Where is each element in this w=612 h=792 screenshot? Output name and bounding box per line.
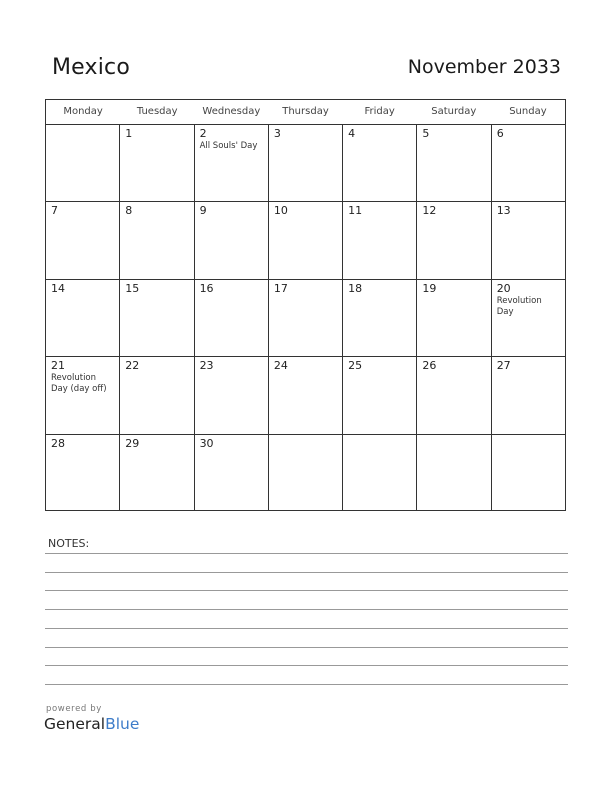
day-number: 1 — [125, 127, 133, 140]
day-cell — [269, 202, 343, 278]
week-row — [46, 435, 565, 511]
day-cell — [492, 280, 565, 356]
weekday-label: Wednesday — [202, 106, 261, 117]
calendar-weeks — [46, 125, 565, 511]
day-number: 12 — [422, 204, 437, 218]
day-number: 28 — [51, 436, 65, 450]
day-number: 24 — [273, 359, 288, 373]
day-number: 27 — [496, 359, 511, 373]
day-cell — [120, 435, 194, 511]
week-row — [46, 202, 565, 279]
day-cell — [417, 280, 491, 356]
day-cell — [492, 202, 565, 278]
day-cell — [417, 435, 491, 511]
notes-line — [45, 553, 568, 554]
day-cell — [417, 202, 491, 278]
notes-line — [45, 590, 568, 591]
day-number: 4 — [348, 127, 356, 140]
notes-line — [45, 572, 568, 573]
notes-line — [45, 665, 568, 666]
day-number: 5 — [422, 127, 430, 140]
day-number: 3 — [273, 127, 281, 140]
day-number: 2 — [199, 127, 207, 140]
day-number: 13 — [496, 204, 511, 218]
powered-by-text: powered by — [46, 704, 102, 714]
brand-name — [44, 714, 139, 734]
day-cell — [343, 435, 417, 511]
day-number: 20 — [496, 281, 511, 295]
day-number: 16 — [199, 281, 214, 295]
day-number: 7 — [51, 204, 58, 218]
day-cell — [46, 280, 120, 356]
day-cell — [492, 125, 565, 201]
day-number: 15 — [125, 281, 140, 295]
day-cell — [195, 357, 269, 433]
notes-label: NOTES: — [48, 537, 90, 550]
day-cell — [343, 125, 417, 201]
weekday-label: Saturday — [431, 106, 477, 117]
day-number: 14 — [51, 281, 65, 295]
day-number: 29 — [125, 436, 140, 450]
day-number: 9 — [199, 204, 207, 218]
brand-general: General — [44, 715, 106, 733]
week-row — [46, 280, 565, 357]
holiday-label: All Souls' Day — [199, 141, 258, 151]
day-number: 26 — [422, 359, 437, 373]
brand-logo — [44, 704, 139, 734]
holiday-label: Revolution Day (day off) — [51, 373, 107, 395]
notes-line — [45, 609, 568, 610]
day-number: 19 — [422, 281, 437, 295]
day-cell — [120, 202, 194, 278]
day-cell — [492, 435, 565, 511]
notes-line — [45, 684, 568, 685]
day-cell — [269, 125, 343, 201]
day-cell — [269, 280, 343, 356]
day-cell — [343, 202, 417, 278]
day-cell — [492, 357, 565, 433]
day-cell — [120, 357, 194, 433]
holiday-label: Revolution Day — [496, 295, 542, 317]
day-cell — [195, 435, 269, 511]
week-row — [46, 357, 565, 434]
brand-blue: Blue — [105, 715, 140, 733]
day-number: 11 — [348, 204, 363, 218]
week-row — [46, 125, 565, 202]
day-cell — [120, 280, 194, 356]
day-cell — [269, 357, 343, 433]
weekday-label: Thursday — [282, 106, 329, 117]
day-number: 25 — [348, 359, 363, 373]
day-cell — [46, 435, 120, 511]
day-number: 6 — [496, 127, 504, 140]
day-number: 8 — [125, 204, 133, 218]
day-cell — [120, 125, 194, 201]
day-number: 30 — [199, 436, 214, 450]
calendar-grid — [45, 99, 566, 511]
day-number: 17 — [273, 281, 288, 295]
day-number: 10 — [273, 204, 288, 218]
day-cell — [46, 202, 120, 278]
day-number: 22 — [125, 359, 140, 373]
notes-line — [45, 628, 568, 629]
day-cell — [343, 357, 417, 433]
day-cell — [417, 125, 491, 201]
day-number: 23 — [199, 359, 214, 373]
country-title: Mexico — [52, 55, 131, 80]
weekday-header — [46, 100, 565, 125]
day-cell — [269, 435, 343, 511]
weekday-label: Sunday — [509, 106, 547, 117]
weekday-label: Friday — [364, 106, 395, 117]
day-cell — [417, 357, 491, 433]
day-cell — [46, 357, 120, 433]
day-number: 21 — [51, 359, 65, 373]
day-cell — [46, 125, 120, 201]
day-number: 18 — [348, 281, 363, 295]
notes-line — [45, 647, 568, 648]
month-year-title: November 2033 — [407, 56, 561, 78]
day-cell — [195, 280, 269, 356]
day-cell — [195, 125, 269, 201]
day-cell — [195, 202, 269, 278]
day-cell — [343, 280, 417, 356]
weekday-label: Tuesday — [136, 106, 178, 117]
weekday-label: Monday — [63, 106, 103, 117]
